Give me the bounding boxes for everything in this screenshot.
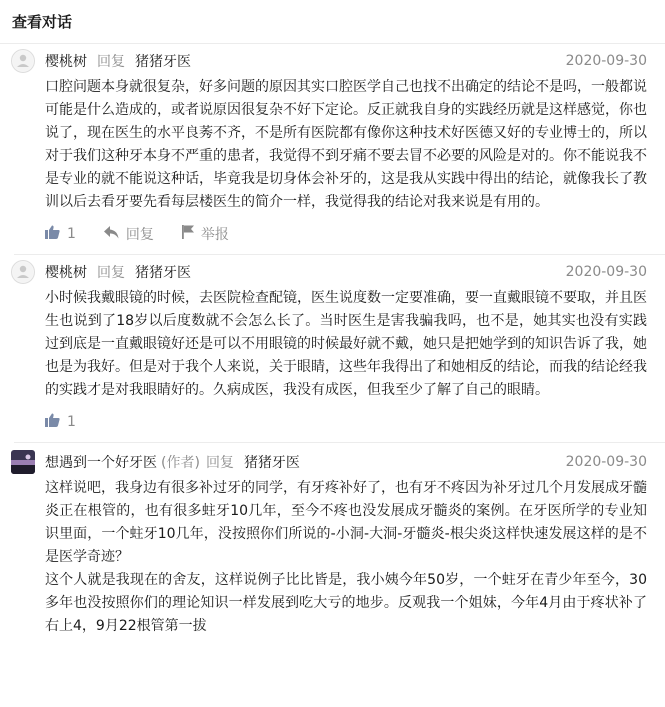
comment-content: 小时候我戴眼镜的时候，去医院检查配镜，医生说度数一定要准确，要一直戴眼镜不要取，并且医生也说到了18岁以后度数就不会怎么长了。当时医生是害我骗我吗，也不是，她其实也没有实践过到底是一直戴眼镜好还是可以不用眼镜的时候最好就不戴，她只是把她学到的知识告诉了我，她也是为我好。但是对于我个人来说，关于眼睛，这些年我得出了和她相反的结论，而我的结论经我的实践才是对我眼睛好的。久病成医，我没有成医，但我至少了解了自己的眼睛。 xyxy=(45,290,647,398)
author-badge: (作者) xyxy=(161,455,200,471)
username[interactable]: 樱桃树 xyxy=(45,265,87,281)
username[interactable]: 樱桃树 xyxy=(45,54,87,70)
reply-word: 回复 xyxy=(205,455,234,471)
comment-date: 2020-09-30 xyxy=(565,53,647,69)
reply-label: 回复 xyxy=(125,227,154,243)
like-count: 1 xyxy=(67,226,76,242)
comment-item xyxy=(0,44,665,254)
reply-target[interactable]: 猪猪牙医 xyxy=(135,54,191,70)
comment-meta xyxy=(45,257,647,287)
like-button[interactable] xyxy=(45,225,76,243)
comment-content-continued: 这个人就是我现在的舍友，这样说例子比比皆是，我小姨今年50岁，一个蛀牙在青少年至今，30多年也没按照你们的理论知识一样发展到吃大亏的地步。反观我一个姐妹，今年4月由于疼状补了右上4，9月22根管第一拔 xyxy=(45,572,647,634)
comment-item xyxy=(0,443,665,638)
reply-button[interactable] xyxy=(104,224,154,244)
comment-item xyxy=(0,255,665,442)
reply-target[interactable]: 猪猪牙医 xyxy=(135,265,191,281)
avatar[interactable] xyxy=(11,450,35,474)
thumbs-up-icon xyxy=(45,225,67,243)
comment-meta xyxy=(45,46,647,76)
report-label: 举报 xyxy=(200,227,229,243)
reply-arrow-icon xyxy=(104,226,126,243)
report-button[interactable] xyxy=(182,224,229,244)
like-button[interactable] xyxy=(45,413,76,431)
reply-word: 回复 xyxy=(97,54,125,70)
avatar[interactable] xyxy=(11,49,35,73)
avatar[interactable] xyxy=(11,260,35,284)
reply-target[interactable]: 猪猪牙医 xyxy=(243,455,300,471)
like-count: 1 xyxy=(67,414,76,430)
comment-date: 2020-09-30 xyxy=(565,454,647,470)
reply-word: 回复 xyxy=(97,265,125,281)
username[interactable]: 想遇到一个好牙医 xyxy=(45,455,157,471)
comment-date: 2020-09-30 xyxy=(565,264,647,280)
thumbs-up-icon xyxy=(45,413,67,431)
flag-icon xyxy=(182,225,201,243)
comment-meta xyxy=(45,447,647,477)
comment-actions xyxy=(45,402,647,442)
page-title: 查看对话 xyxy=(0,0,665,44)
comment-content: 口腔问题本身就很复杂，好多问题的原因其实口腔医学自己也找不出确定的结论不是吗，一般都说可能是什么造成的，或者说原因很复杂不好下定论。反正就我自身的实践经历就是这样感觉，你也说了，现在医生的水平良莠不齐，不是所有医院都有像你这种技术好医德又好的专业博士的，所以对于我们这种牙本身不严重的患者，我觉得不到牙痛不要去冒不必要的风险是对的。你不能说我不是专业的就不能说这种话，毕竟我是切身体会补牙的，这是我从实践中得出的结论，就像我长了教训以后去看牙要先看每层楼医生的简介一样，我觉得我的结论对我来说是有用的。 xyxy=(45,79,647,210)
comment-content: 这样说吧，我身边有很多补过牙的同学，有牙疼补好了，也有牙不疼因为补牙过几个月发展成牙髓炎正在根管的，也有很多蛀牙10几年，至今不疼也没发展成牙髓炎的案例。在牙医所学的专业知识里面，一个蛀牙10几年，没按照你们所说的-小洞-大洞-牙髓炎-根尖炎这样快速发展这样的是不是医学奇迹？ xyxy=(45,480,647,565)
comment-actions xyxy=(45,214,647,254)
